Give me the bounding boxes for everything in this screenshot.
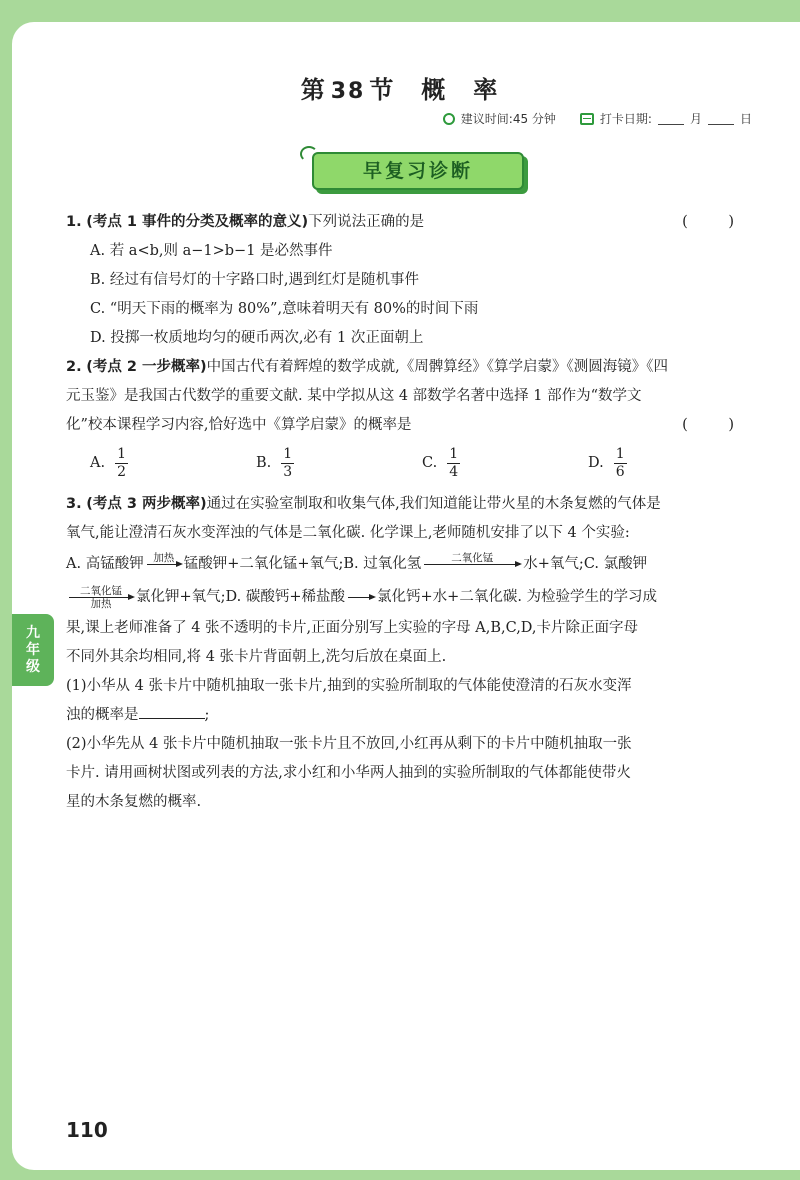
reaction-b-products: 水+氧气;: [523, 556, 584, 572]
fraction: [281, 446, 294, 481]
suggested-time: 建议时间:45 分钟: [460, 112, 556, 126]
question-tag: (考点 3 两步概率): [86, 496, 207, 512]
reaction-arrow: [348, 585, 374, 610]
option-c: [422, 446, 588, 481]
page-number: 110: [66, 1118, 108, 1142]
reaction-line-2: [66, 580, 756, 614]
hook-icon: [300, 146, 318, 162]
denominator: 2: [117, 463, 127, 480]
question-number: 3.: [66, 496, 82, 512]
question-tag: (考点 1 事件的分类及概率的意义): [86, 214, 309, 230]
reaction-a-products: 锰酸钾+二氧化锰+氧气;: [183, 556, 344, 572]
option-d: [588, 446, 754, 481]
subquestion-2-line: 卡片. 请用画树状图或列表的方法,求小红和小华两人抽到的实验所制取的气体都能使带火: [66, 765, 631, 781]
question-stem-line: 氧气,能让澄清石灰水变浑浊的气体是二氧化碳. 化学课上,老师随机安排了以下 4 个实验:: [66, 525, 630, 541]
reaction-arrow: [147, 552, 181, 577]
reaction-b-reactant: B. 过氧化氢: [343, 556, 422, 572]
checkin-label: 打卡日期:: [599, 112, 652, 126]
banner-label: 早复习诊断: [362, 160, 473, 182]
option-c: C. “明天下雨的概率为 80%”,意味着明天有 80%的时间下雨: [90, 301, 479, 317]
month-label: 月: [689, 112, 702, 126]
reaction-c-reactant: C. 氯酸钾: [583, 556, 648, 572]
option-b: [256, 446, 422, 481]
question-stem-line: 果,课上老师准备了 4 张不透明的卡片,正面分别写上实验的字母 A,B,C,D,卡片除正面字母: [66, 620, 639, 636]
title-suffix: 节 概 率: [369, 76, 500, 104]
denominator: 3: [283, 463, 293, 480]
option-a: A. 若 a<b,则 a−1>b−1 是必然事件: [90, 243, 333, 259]
month-blank[interactable]: [658, 112, 684, 125]
option-d: D. 投掷一枚质地均匀的硬币两次,必有 1 次正面朝上: [90, 330, 424, 346]
numerator: 1: [449, 445, 459, 462]
fraction: [614, 446, 627, 481]
subquestion-1: (1)小华从 4 张卡片中随机抽取一张卡片,抽到的实验所制取的气体能使澄清的石灰水变浑: [66, 678, 632, 694]
section-banner: [312, 152, 524, 190]
denominator: 4: [449, 463, 459, 480]
day-blank[interactable]: [708, 112, 734, 125]
numerator: 1: [117, 445, 127, 462]
option-label: C.: [422, 454, 438, 471]
reaction-line-1: [66, 548, 756, 580]
fraction-options: [66, 440, 756, 486]
option-b: B. 经过有信号灯的十字路口时,遇到红灯是随机事件: [90, 272, 419, 288]
arrow-label-bottom: 加热: [90, 597, 112, 610]
answer-paren[interactable]: ( ): [682, 214, 752, 230]
arrow-label: 加热: [153, 551, 175, 564]
title-prefix: 第: [300, 76, 327, 104]
question-stem: 通过在实验室制取和收集气体,我们知道能让带火星的木条复燃的气体是: [206, 496, 661, 512]
side-tab-char: 年: [26, 641, 40, 658]
question-2: [66, 353, 756, 382]
question-stem-line: 化”校本课程学习内容,恰好选中《算学启蒙》的概率是: [66, 417, 412, 433]
fraction: [447, 446, 460, 481]
numerator: 1: [615, 445, 625, 462]
side-tab-char: 级: [26, 658, 40, 675]
question-number: 2.: [66, 359, 82, 375]
subquestion-2-line: 星的木条复燃的概率.: [66, 794, 202, 810]
subquestion-1-end: ;: [204, 707, 210, 723]
option-label: A.: [90, 454, 106, 471]
arrow-label: 二氧化锰: [451, 551, 494, 564]
question-stem: 下列说法正确的是: [308, 214, 425, 230]
question-3: [66, 490, 756, 519]
denominator: 6: [615, 463, 625, 480]
question-stem-line: 不同外其余均相同,将 4 张卡片背面朝上,洗匀后放在桌面上.: [66, 649, 447, 665]
reaction-a-reactant: A. 高锰酸钾: [66, 556, 144, 572]
fraction: [115, 446, 128, 481]
header-meta: [443, 110, 752, 127]
arrow-label: 二氧化锰: [80, 584, 122, 597]
side-tab-char: 九: [26, 624, 40, 641]
reaction-d-reactants: D. 碳酸钙+稀盐酸: [225, 589, 346, 605]
reaction-c-products: 氯化钾+氧气;: [136, 589, 226, 605]
option-label: D.: [588, 454, 604, 471]
grade-side-tab: [12, 614, 54, 686]
question-1: [66, 208, 756, 237]
answer-paren[interactable]: ( ): [682, 417, 752, 433]
option-a: [90, 446, 256, 481]
questions: [66, 208, 756, 817]
question-stem-line: 元玉鉴》是我国古代数学的重要文献. 某中学拟从这 4 部数学名著中选择 1 部作为“数学文: [66, 388, 642, 404]
day-label: 日: [739, 112, 752, 126]
question-stem: 中国古代有着辉煌的数学成就,《周髀算经》《算学启蒙》《测圆海镜》《四: [206, 359, 669, 375]
reaction-d-products: 氯化钙+水+二氧化碳. 为检验学生的学习成: [377, 589, 658, 605]
numerator: 1: [283, 445, 293, 462]
calendar-icon: [580, 113, 594, 125]
subquestion-1-line: 浊的概率是: [66, 707, 139, 723]
option-label: B.: [256, 454, 272, 471]
page-title: [0, 70, 800, 105]
alarm-clock-icon: [443, 113, 455, 125]
reaction-arrow: [424, 552, 520, 577]
question-tag: (考点 2 一步概率): [86, 359, 207, 375]
question-number: 1.: [66, 214, 82, 230]
section-number: 38: [330, 79, 366, 104]
answer-blank[interactable]: [139, 704, 205, 719]
reaction-arrow: [69, 585, 133, 610]
subquestion-2: (2)小华先从 4 张卡片中随机抽取一张卡片且不放回,小红再从剩下的卡片中随机抽取一张: [66, 736, 632, 752]
